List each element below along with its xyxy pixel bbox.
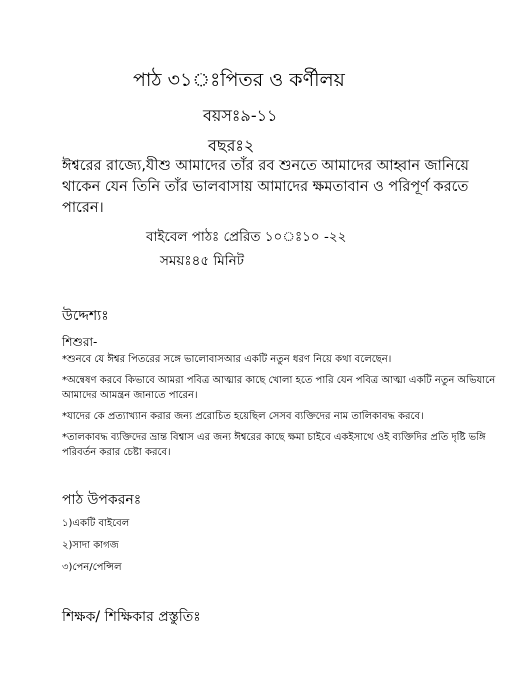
material-item: ৩)পেন/পেন্সিল <box>62 562 122 573</box>
preparation-heading: শিক্ষক/ শিক্ষিকার প্রস্তুতিঃ <box>62 609 201 625</box>
objectives-list <box>62 352 502 466</box>
materials-heading: পাঠ উপকরনঃ <box>62 492 142 508</box>
material-item: ২)সাদা কাগজ <box>62 540 119 551</box>
lesson-time: সময়ঃ৪৫ মিনিট <box>160 253 245 269</box>
lesson-year: বছরঃ২ <box>208 136 255 155</box>
objective-item: *যাদের কে প্রত্যাখ্যান করার জন্য প্ররোচিত হয়েছিল সেসব ব্যক্তিদের নাম তালিকাবদ্ধ করবে। <box>62 411 424 422</box>
objectives-subheading: শিশুরা- <box>62 335 98 349</box>
intro-paragraph: ঈশ্বরের রাজ্যে,যীশু আমাদের তাঁর রব শুনতে আমাদের আহ্বান জানিয়ে থাকেন যেন তিনি তাঁর ভালবাসায় আমাদের ক্ষমতাবান ও পরিপূর্ণ করতে পারেন। <box>62 158 469 216</box>
materials-list <box>62 516 129 582</box>
lesson-title: পাঠ ৩১◌ঃপিতর ও কর্ণীলয় <box>133 69 345 91</box>
objective-item: *তালকাবদ্ধ ব্যক্তিদের ভ্রান্ত বিশ্বাস এর জন্য ঈশ্বরের কাছে ক্ষমা চাইবে একইসাথে ওই ব্যক্তিদির প্রতি দৃষ্টি ভঙ্গি পরিবর্তন করার চেষ্টা করবে। <box>62 432 486 458</box>
objective-item: *অন্বেষণ করবে কিভাবে আমরা পবিত্র আত্মার কাছে খোলা হতে পারি যেন পবিত্র আত্মা একটি নতুন অভিযানে আমাদের আমন্ত্রন জানাতে পারেন। <box>62 375 496 401</box>
objective-item: *শুনবে যে ঈশ্বর পিতরের সঙ্গে ভালোবাসআর একটি নতুন ধরণ নিয়ে কথা বলেছেন। <box>62 354 392 365</box>
bible-reading: বাইবেল পাঠঃ প্রেরিত ১০◌ঃ১০ -২২ <box>146 229 347 245</box>
material-item: ১)একটি বাইবেল <box>62 518 130 529</box>
age-range: বয়সঃ৯-১১ <box>203 106 278 125</box>
objectives-heading: উদ্দেশ্যঃ <box>62 308 109 324</box>
